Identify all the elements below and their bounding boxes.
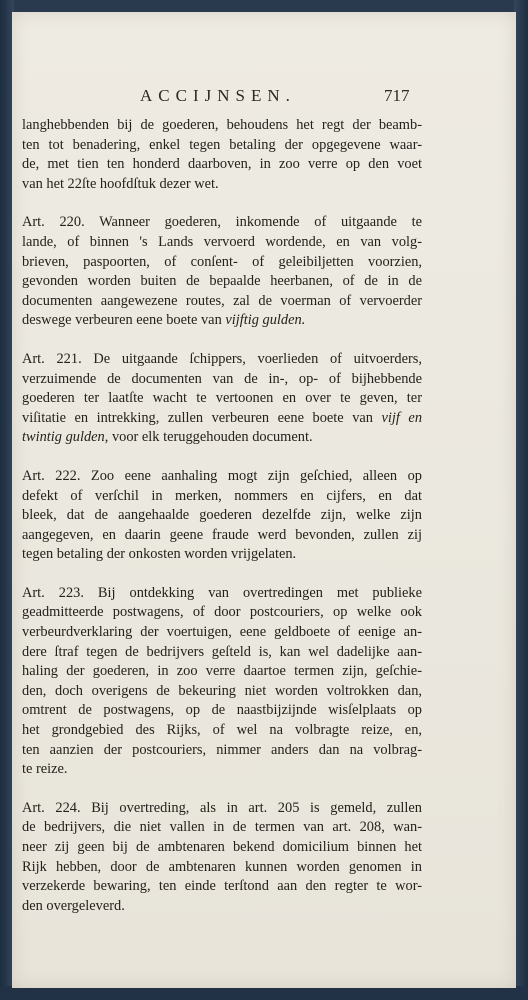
text-line: ten aanzien der postcouriers, nimmer anders dan na volbrag- [22, 741, 422, 758]
text-line: omtrent de postwagens, op de naastbijzijnde wisſelplaats op [22, 702, 422, 719]
emphasis-text: vijftig gulden. [225, 312, 306, 329]
text-line: documenten aangewezene routes, zal de voerman of vervoerder [22, 292, 422, 309]
article-220 [22, 213, 422, 331]
text-line: te reize. [22, 761, 68, 778]
text-line: den overgeleverd. [22, 897, 125, 914]
text-line: neer zij geen bij de ambtenaren bekend domicilium binnen het [22, 839, 422, 855]
text-line: haling der goederen, in zoo verre daartoe termen zijn, geſchie- [22, 663, 422, 680]
article-223 [22, 584, 422, 780]
text-line: de, met tien ten honderd daarboven, in zoo verre op den voet [22, 156, 422, 173]
text-line: langhebbenden bij de goederen, behoudens het regt der beamb- [22, 117, 422, 133]
text-fragment: deswege verbeuren eene boete van [22, 312, 226, 329]
body-text [22, 116, 422, 935]
scan-edge-bottom [0, 986, 528, 1000]
text-line: brieven, paspoorten, of conſent- of geleibiljetten voorzien, [22, 253, 422, 270]
scan-edge-right [514, 0, 528, 1000]
text-line: gevonden worden buiten de bepaalde heerbanen, of de in de [22, 273, 422, 290]
book-page [12, 12, 516, 988]
text-line: defekt of verſchil in merken, nommers en cijfers, en dat [22, 487, 422, 504]
text-line: goederen ter laatſte wacht te vertoonen en over te geven, ter [22, 390, 422, 407]
text-line [22, 428, 422, 448]
text-line: van het 22ſte hoofdſtuk dezer wet. [22, 175, 219, 192]
text-line: Art. 220. Wanneer goederen, inkomende of uitgaande te [22, 214, 422, 231]
text-line: Art. 224. Bij overtreding, als in art. 205 is gemeld, zullen [22, 799, 422, 816]
text-line: Art. 221. De uitgaande ſchippers, voerlieden of uitvoerders, [22, 350, 422, 367]
text-line: Art. 222. Zoo eene aanhaling mogt zijn geſchied, alleen op [22, 467, 422, 484]
page-number: 717 [384, 86, 410, 105]
text-line: Art. 223. Bij ontdekking van overtredingen met publieke [22, 584, 422, 601]
text-line: verzekerde bewaring, ten einde terſtond aan den regter te wor- [22, 878, 422, 895]
text-line: geadmitteerde postwagens, of door postcouriers, op welke ook [22, 604, 422, 621]
text-line: bleek, dat de aangehaalde goederen dezelfde zijn, welke zijn [22, 507, 422, 524]
text-line: het grondgebied des Rijks, of wel na volbragte reize, en, [22, 722, 422, 739]
text-line [22, 409, 422, 429]
text-line: aangegeven, en daarin geene fraude werd bevonden, zullen zij [22, 526, 422, 543]
article-221 [22, 350, 422, 448]
emphasis-text: twintig gulden [22, 429, 105, 446]
article-224 [22, 799, 422, 917]
text-line: dere ſtraf tegen de bedrijvers geſteld is, kan wel dadelijke aan- [22, 643, 422, 660]
text-line: ten tot benadering, enkel tegen betaling der opgegevene waar- [22, 136, 422, 153]
text-line: tegen betaling der onkosten worden vrijgelaten. [22, 546, 297, 563]
emphasis-text: vijf en [381, 409, 423, 426]
text-line [22, 311, 422, 331]
text-line: de bedrijvers, die niet vallen in de termen van art. 208, wan- [22, 819, 422, 836]
text-line: den, doch overigens de bekeuring niet worden voltrokken dan, [22, 682, 422, 699]
running-title: ACCIJNSEN. [140, 86, 296, 105]
page-header [12, 82, 516, 112]
text-line: Rijk hebben, door de ambtenaren kunnen worden genomen in [22, 858, 422, 875]
article-222 [22, 467, 422, 565]
text-fragment: viſitatie en intrekking, zullen verbeuren eene boete van [22, 409, 382, 426]
text-line: verbeurdverklaring der voertuigen, eene geldboete of eenige an- [22, 624, 422, 641]
text-line: lande, of binnen 's Lands vervoerd wordende, en van volg- [22, 233, 422, 250]
text-line: verzuimende de documenten van de in-, op- of bijhebbende [22, 370, 422, 387]
paragraph-continuation [22, 116, 422, 194]
text-fragment: , voor elk teruggehouden document. [104, 429, 313, 446]
